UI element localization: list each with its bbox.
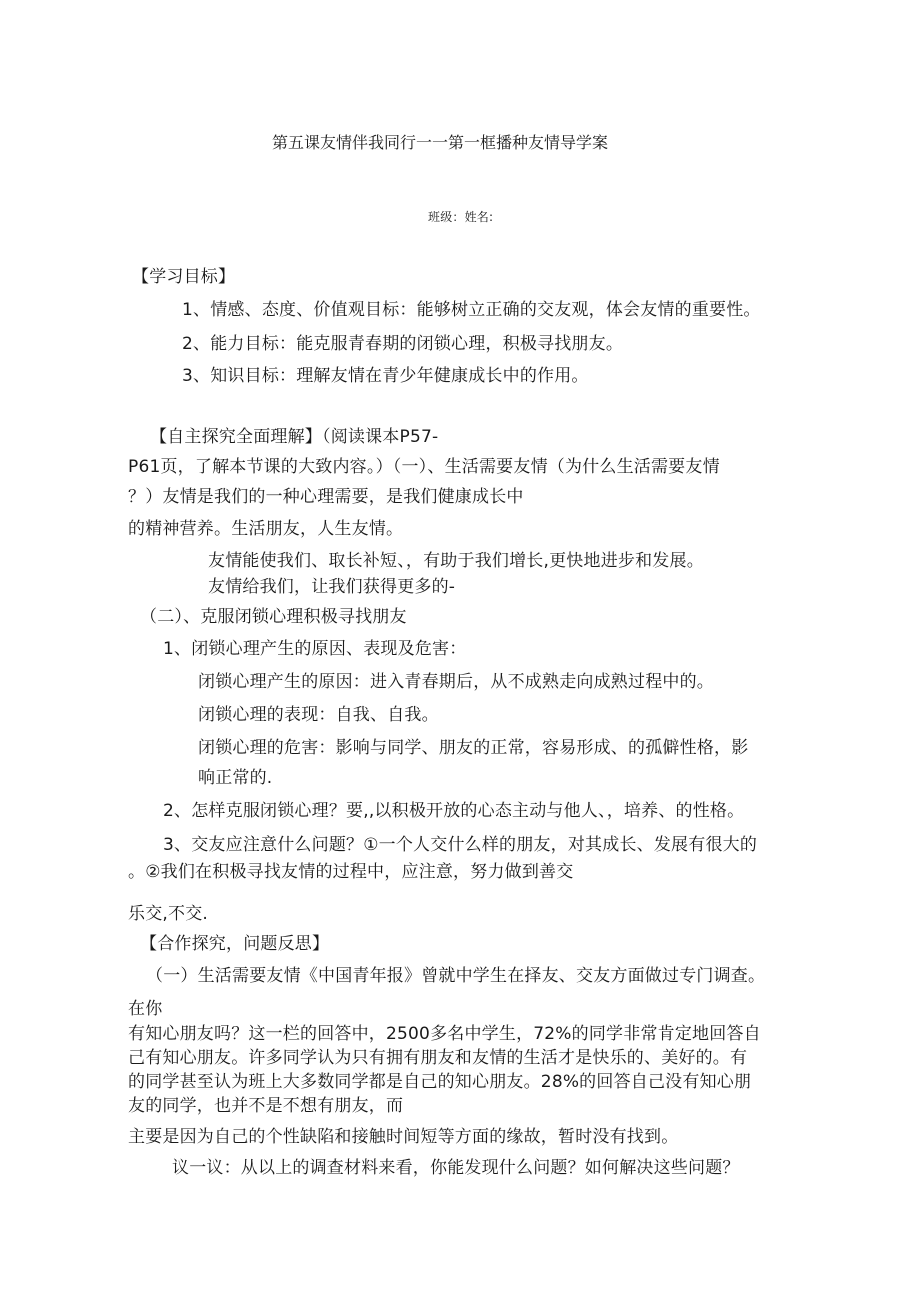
explore-line: 。②我们在积极寻找友情的过程中，应注意，努力做到善交 <box>128 862 574 882</box>
explore-line: 友情能使我们、取长补短、，有助于我们增长,更快地进步和发展。 <box>208 551 704 571</box>
cooperate-line: 己有知心朋友。许多同学认为只有拥有朋友和友情的生活才是快乐的、美好的。有 <box>128 1048 748 1068</box>
explore-heading-line: 【自主探究全面理解】（阅读课本P57- <box>150 427 439 447</box>
explore-line: 1、闭锁心理产生的原因、表现及危害： <box>163 639 467 659</box>
explore-line: P61页，了解本节课的大致内容。）（一）、生活需要友情（为什么生活需要友情 <box>128 457 720 477</box>
explore-line: ？）友情是我们的一种心理需要，是我们健康成长中 <box>128 487 524 507</box>
objective-item: 3、知识目标：理解友情在青少年健康成长中的作用。 <box>182 366 589 386</box>
cooperate-line: 主要是因为自己的个性缺陷和接触时间短等方面的缘故，暂时没有找到。 <box>128 1127 679 1147</box>
cooperate-line: 友的同学，也并不是不想有朋友，而 <box>128 1096 404 1116</box>
explore-line: 2、怎样克服闭锁心理？要,,以积极开放的心态主动与他人、，培养、的性格。 <box>163 801 745 821</box>
cooperate-line: 在你 <box>128 999 163 1019</box>
cooperate-line: 的同学甚至认为班上大多数同学都是自己的知心朋友。28%的回答自己没有知心朋 <box>128 1072 752 1092</box>
objective-item: 2、能力目标：能克服青春期的闭锁心理，积极寻找朋友。 <box>182 334 624 354</box>
explore-line: 的精神营养。生活朋友，人生友情。 <box>128 519 404 539</box>
class-name-line: 班级：姓名: <box>428 210 494 224</box>
explore-line: 友情给我们，让我们获得更多的- <box>208 577 456 597</box>
explore-line: 闭锁心理的危害：影响与同学、朋友的正常，容易形成、的孤僻性格，影 <box>198 738 749 758</box>
explore-line: 乐交,不交. <box>128 904 209 924</box>
explore-line: 响正常的. <box>198 768 273 788</box>
explore-subheading: （二）、克服闭锁心理积极寻找朋友 <box>140 607 407 627</box>
cooperate-heading: 【合作探究，问题反思】 <box>140 934 330 954</box>
explore-line: 闭锁心理的表现：自我、自我。 <box>198 705 439 725</box>
objective-item: 1、情感、态度、价值观目标：能够树立正确的交友观，体会友情的重要性。 <box>182 300 761 320</box>
cooperate-line: （一）生活需要友情《中国青年报》曾就中学生在择友、交友方面做过专门调查。 <box>146 966 766 986</box>
objectives-heading: 【学习目标】 <box>132 267 236 287</box>
document-title: 第五课友情伴我同行一一第一框播种友情导学案 <box>272 133 609 152</box>
cooperate-line: 有知心朋友吗？这一栏的回答中，2500多名中学生，72%的同学非常肯定地回答自 <box>128 1024 761 1044</box>
explore-line: 闭锁心理产生的原因：进入青春期后，从不成熟走向成熟过程中的。 <box>198 672 714 692</box>
discussion-prompt: 议一议：从以上的调查材料来看，你能发现什么问题？如何解决这些问题？ <box>172 1158 740 1178</box>
explore-line: 3、交友应注意什么问题？①一个人交什么样的朋友，对其成长、发展有很大的 <box>163 835 758 855</box>
